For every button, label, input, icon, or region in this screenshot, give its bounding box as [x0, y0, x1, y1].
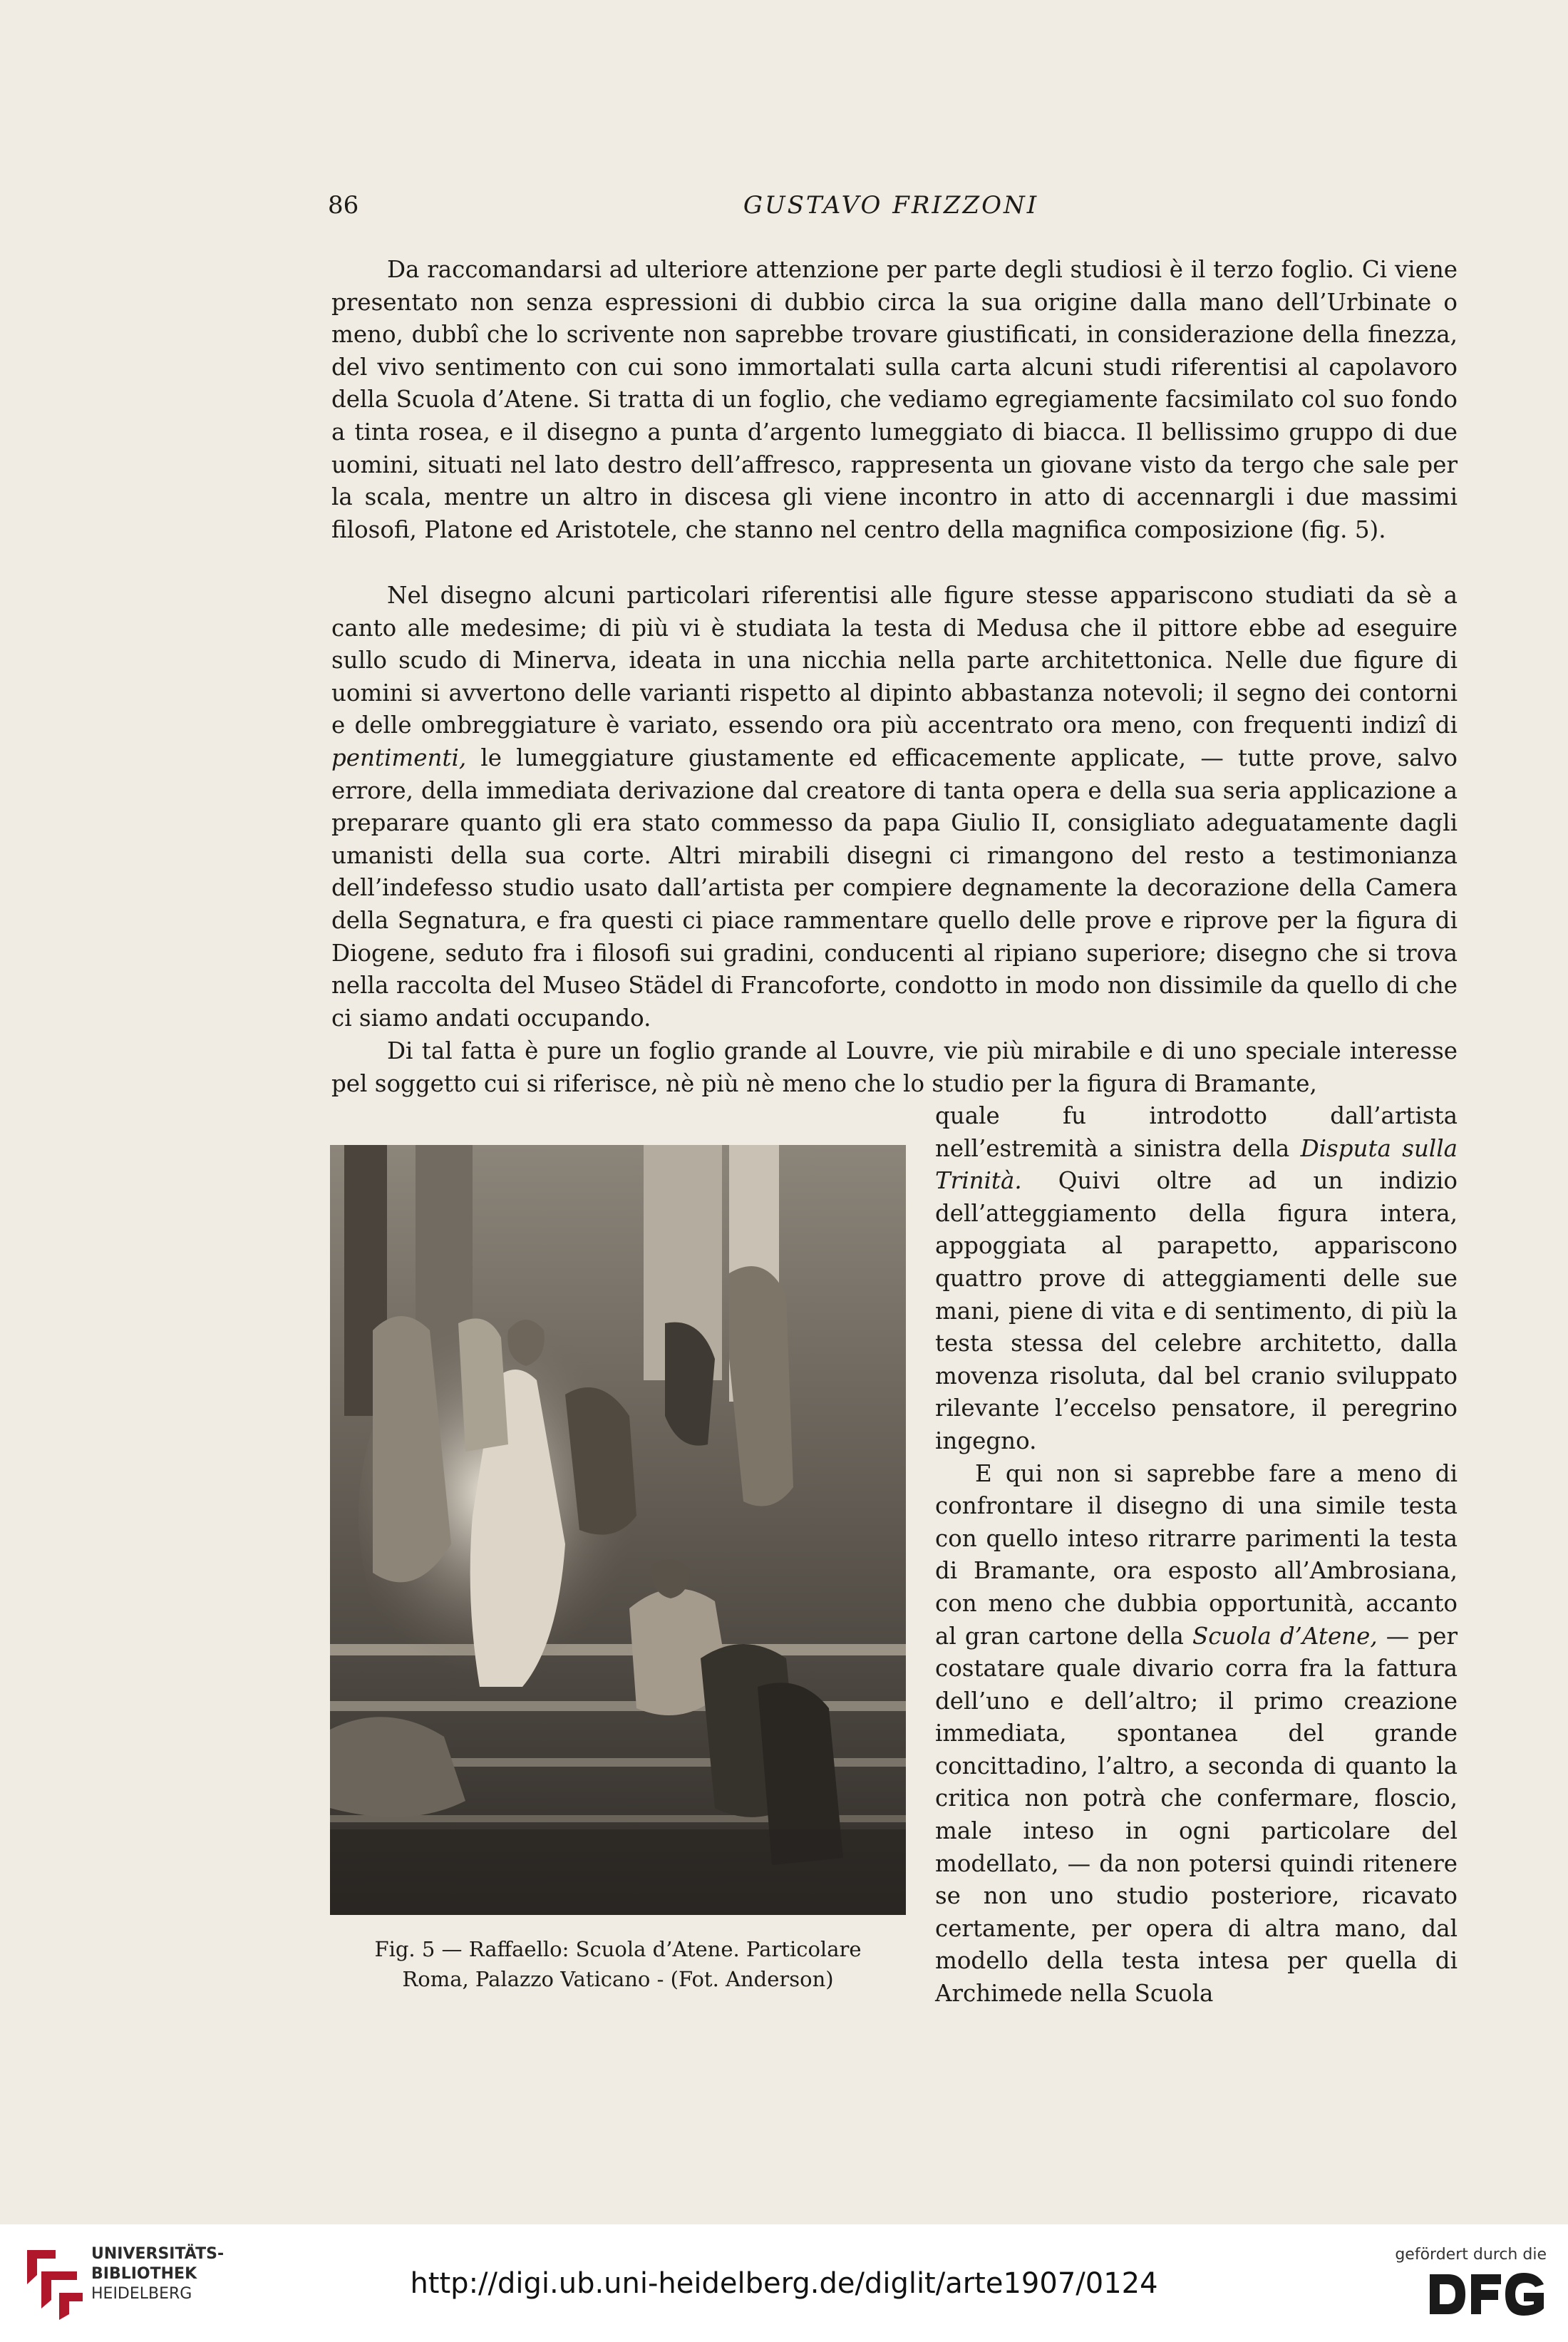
- running-title: GUSTAVO FRIZZONI: [743, 191, 1039, 220]
- figure-caption: [330, 1934, 906, 1994]
- side-p2-italic: Scuola d’Atene,: [1192, 1622, 1378, 1650]
- library-name-line-1: UNIVERSITÄTS-: [91, 2245, 225, 2263]
- paragraph-3-text: Di tal fatta è pure un foglio grande al Louvre, vie più mirabile e di uno speciale interesse pel soggetto cui si riferisce, nè più nè meno che lo studio per la figura di Bramante,: [331, 1037, 1458, 1097]
- paragraph-2-italic: pentimenti,: [331, 744, 467, 771]
- side-p2-part-a: E qui non si saprebbe fare a meno di confrontare il disegno di una simile testa con quello inteso ritrarre parimenti la testa di Bramante, ora esposto all’Ambrosiana, con meno che dubbia opportunità, accanto al gran cartone della: [935, 1459, 1458, 1650]
- paragraph-1: [331, 254, 1458, 546]
- library-name-line-3: HEIDELBERG: [91, 2285, 192, 2303]
- page-number: 86: [328, 191, 359, 220]
- footer-bar: [0, 2224, 1568, 2342]
- paragraph-3: [331, 1035, 1458, 1100]
- side-p1-part-a: quale fu introdotto dall’artista nell’estremità a sinistra della: [935, 1102, 1458, 1162]
- side-paragraph-1: [935, 1100, 1458, 1458]
- paragraph-1-text: Da raccomandarsi ad ulteriore attenzione per parte degli studiosi è il terzo foglio. Ci viene presentato non senza espressioni di dubbio circa la sua origine dalla mano dell’Urbinate o meno, dubbî che lo scrivente non saprebbe trovare giustificati, in considerazione della finezza, del vivo sentimento con cui sono immortalati sulla carta alcuni studi riferentisi al capolavoro della Scuola d’Atene. Si tratta di un foglio, che vediamo egregiamente facsimilato col suo fondo a tinta rosea, e il disegno a punta d’argento lumeggiato di biacca. Il bellissimo gruppo di due uomini, situati nel lato destro dell’affresco, rappresenta un giovane visto da tergo che sale per la scala, mentre un altro in discesa gli viene incontro in atto di accennargli i due massimi filosofi, Platone ed Aristotele, che stanno nel centro della magnifica composizione (fig. 5).: [331, 256, 1458, 543]
- funding-note: gefördert durch die: [1395, 2246, 1547, 2264]
- paragraph-2-part-a: Nel disegno alcuni particolari riferentisi alle figure stesse appariscono studiati da sè a canto alle medesime; di più vi è studiata la testa di Medusa che il pittore ebbe ad eseguire sullo scudo di Minerva, ideata in una nicchia nella parte architettonica. Nelle due figure di uomini si avvertono delle varianti rispetto al dipinto abbastanza notevoli; il segno dei contorni e delle ombreggiature è variato, essendo ora più accentrato ora meno, con frequenti indizî di: [331, 582, 1458, 739]
- side-paragraph-2: [935, 1458, 1458, 2010]
- document-url-link[interactable]: http://digi.ub.uni-heidelberg.de/diglit/arte1907/0124: [410, 2267, 1158, 2300]
- library-name-line-2: BIBLIOTHEK: [91, 2265, 197, 2283]
- fresco-photograph: [330, 1145, 906, 1915]
- dfg-logo-icon: [1427, 2269, 1547, 2320]
- fresco-illustration: [330, 1145, 906, 1915]
- paragraph-2: [331, 580, 1458, 1034]
- side-p1-part-b: Quivi oltre ad un indizio dell’atteggiamento della figura intera, appoggiata al parapetto, appariscono quattro prove di atteggiamenti delle sue mani, piene di vita e di sentimento, di più la testa stessa del celebre architetto, dalla movenza risoluta, dal bel cranio sviluppato rilevante l’eccelso pensatore, il peregrino ingegno.: [935, 1167, 1458, 1454]
- paragraph-2-text: [331, 580, 1458, 1034]
- paragraph-2-part-b: le lumeggiature giustamente ed efficacemente applicate, — tutte prove, salvo errore, della immediata derivazione dal creatore di tanta opera e della sua seria applicazione a preparare quanto gli era stato commesso da papa Giulio II, consigliato adeguatamente dagli umanisti della sua corte. Altri mirabili disegni ci rimangono del resto a testimonianza dell’indefesso studio usato dall’artista per compiere degnamente la decorazione della Camera della Segnatura, e fra questi ci piace rammentare quello delle prove e riprove per la figura di Diogene, seduto fra i filosofi sui gradini, conducenti al ripiano superiore; disegno che si trova nella raccolta del Museo Städel di Francoforte, condotto in modo non dissimile da quello di che ci siamo andati occupando.: [331, 744, 1458, 1032]
- side-p1-italic: Disputa sulla Trinità.: [935, 1134, 1458, 1195]
- running-head: [328, 191, 1454, 227]
- side-column: [935, 1100, 1458, 2010]
- caption-line-2: Roma, Palazzo Vaticano - (Fot. Anderson): [402, 1967, 834, 1991]
- side-p2-part-b: — per costatare quale divario corra fra la fattura dell’uno e dell’altro; il primo creazione immediata, spontanea del grande concittadino, l’altro, a seconda di quanto la critica non potrà che confermare, floscio, male inteso in ogni particolare del modellato, — da non potersi quindi ritenere se non uno studio posteriore, ricavato certamente, per opera di altra mano, dal modello della testa intesa per quella di Archimede nella Scuola: [935, 1622, 1458, 2008]
- caption-line-1: Fig. 5 — Raffaello: Scuola d’Atene. Particolare: [374, 1937, 862, 1961]
